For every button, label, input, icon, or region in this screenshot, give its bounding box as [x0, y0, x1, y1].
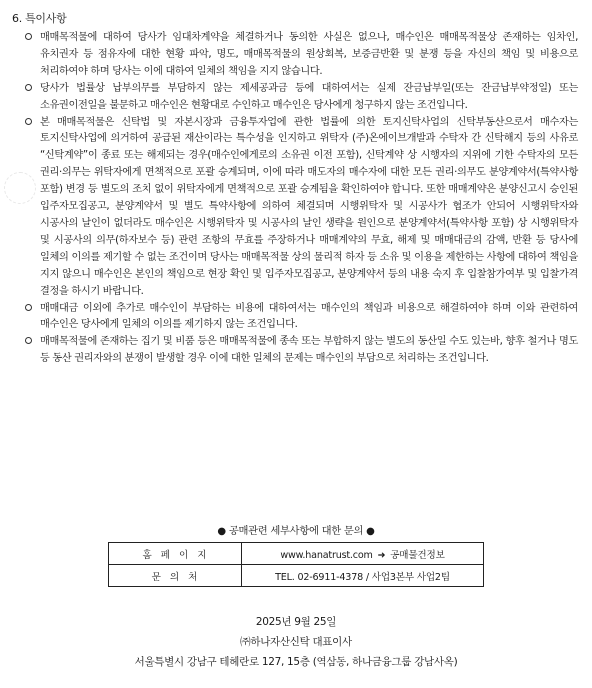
contact-heading — [0, 522, 592, 537]
note-item — [22, 334, 578, 368]
note-item — [22, 115, 578, 301]
contact-heading-text: 공매관련 세부사항에 대한 문의 — [228, 525, 364, 537]
contact-table — [108, 542, 484, 587]
contact-row-inquiry — [109, 565, 484, 587]
note-item — [22, 301, 578, 335]
arrow-right-icon: ➜ — [377, 549, 386, 561]
homepage-value — [242, 543, 484, 565]
special-notes-list — [22, 30, 578, 368]
homepage-label: 홈페이지 — [109, 543, 242, 565]
filled-dot-icon: ● — [217, 526, 226, 537]
circle-bullet-icon — [25, 337, 32, 344]
circle-bullet-icon — [25, 33, 32, 40]
note-text: 당사가 법률상 납부의무를 부담하지 않는 제세공과금 등에 대하여서는 실제 잔금납부일(또는 잔금납부약정일) 또는 소유권이전일을 불문하고 매수인은 현황대로 수인하고 매수인은 당사에게 청구하지 않는 조건입니다. — [40, 82, 578, 111]
inquiry-label: 문의처 — [109, 565, 242, 587]
section-title: 6. 특이사항 — [12, 12, 67, 25]
circle-bullet-icon — [25, 304, 32, 311]
footer-address: 서울특별시 강남구 테헤란로 127, 15층 (역삼동, 하나금융그룹 강남사옥) — [134, 656, 458, 668]
note-text: 본 매매목적물은 신탁법 및 자본시장과 금융투자업에 관한 법률에 의한 토지신탁사업의 신탁부동산으로서 매수자는 토지신탁사업에 의거하여 공급된 재산이라는 특수성을 인지하고 위탁자 (주)온에이브개발과 수탁자 간 신탁해지 등의 사유로 “신탁계약”이 종료 또는 해제되는 경우(매수인에게로의 소유권 이전 포함), 신탁계약 상 시행자의 지위에 기한 수탁자의 모든 권리·의무는 위탁자에게 면책적으로 포괄 승계되며, 이에 따라 매도자의 매수자에 대한 모든 권리·의무도 분양계약서(특약사항 포함) 변경 등 별도의 조치 없이 위탁자에게 면책적으로 포괄 승계됨을 확인하여야 합니다. 또한 매매계약은 분양신고시 승인된 입주자모집공고, 분양계약서 및 별도 특약사항에 의하여 체결되며 시행위탁자 및 시공사가 협조가 안되어 시행위탁자와 시공사의 날인이 없더라도 매수인은 시행위탁자 및 시공사의 날인 생략을 원인으로 분양계약서(특약사항 포함) 상 시행위탁자 및 시공사의 의무(하자보수 등) 관련 조항의 무효를 주장하거나 매매계약의 무효, 해제 및 매매대금의 감액, 반환 등 당사에 일체의 이의를 제기할 수 없는 조건이며 당사는 매매목적물 상의 물리적 하자 등 소유 및 이용을 제한하는 사항에 대하여 책임을 지지 않으니 매수인은 본인의 책임으로 현장 확인 및 입주자모집공고, 분양계약서 등의 내용 숙지 후 입찰참가여부 및 입찰가격 결정을 하시기 바랍니다. — [40, 116, 578, 297]
circle-bullet-icon — [25, 84, 32, 91]
inquiry-value: TEL. 02-6911-4378 / 사업3본부 사업2팀 — [242, 565, 484, 587]
contact-row-homepage — [109, 543, 484, 565]
note-text: 매매대금 이외에 추가로 매수인이 부담하는 비용에 대하여서는 매수인의 책임과 비용으로 해결하여야 하며 이와 관련하여 매수인은 당사에게 일체의 이의를 제기하지 않는 조건입니다. — [40, 302, 578, 331]
homepage-link[interactable]: www.hanatrust.com — [280, 549, 373, 561]
note-text: 매매목적물에 대하여 당사가 임대차계약을 체결하거나 동의한 사실은 없으나, 매수인은 매매목적물상 존재하는 임차인, 유치권자 등 점유자에 대한 현황 파악, 명도, 매매목적물의 원상회복, 보증금반환 및 분쟁 등을 자신의 책임 및 비용으로 처리하여야 하며 당사는 이에 대하여 일체의 책임을 지지 않습니다. — [40, 32, 578, 77]
note-item — [22, 30, 578, 81]
footer-company: ㈜하나자산신탁 대표이사 — [240, 636, 352, 648]
homepage-suffix: 공매물건정보 — [390, 549, 445, 561]
note-text: 매매목적물에 존재하는 집기 및 비품 등은 매매목적물에 종속 또는 부합하지 않는 별도의 동산일 수도 있는바, 향후 철거나 명도 등 동산 권리자와의 분쟁이 발생할 경우 이에 대한 일체의 문제는 매수인의 부담으로 처리하는 조건입니다. — [40, 336, 578, 365]
circle-bullet-icon — [25, 118, 32, 125]
note-item — [22, 81, 578, 115]
filled-dot-icon: ● — [366, 526, 375, 537]
footer-date: 2025년 9월 25일 — [255, 616, 337, 628]
